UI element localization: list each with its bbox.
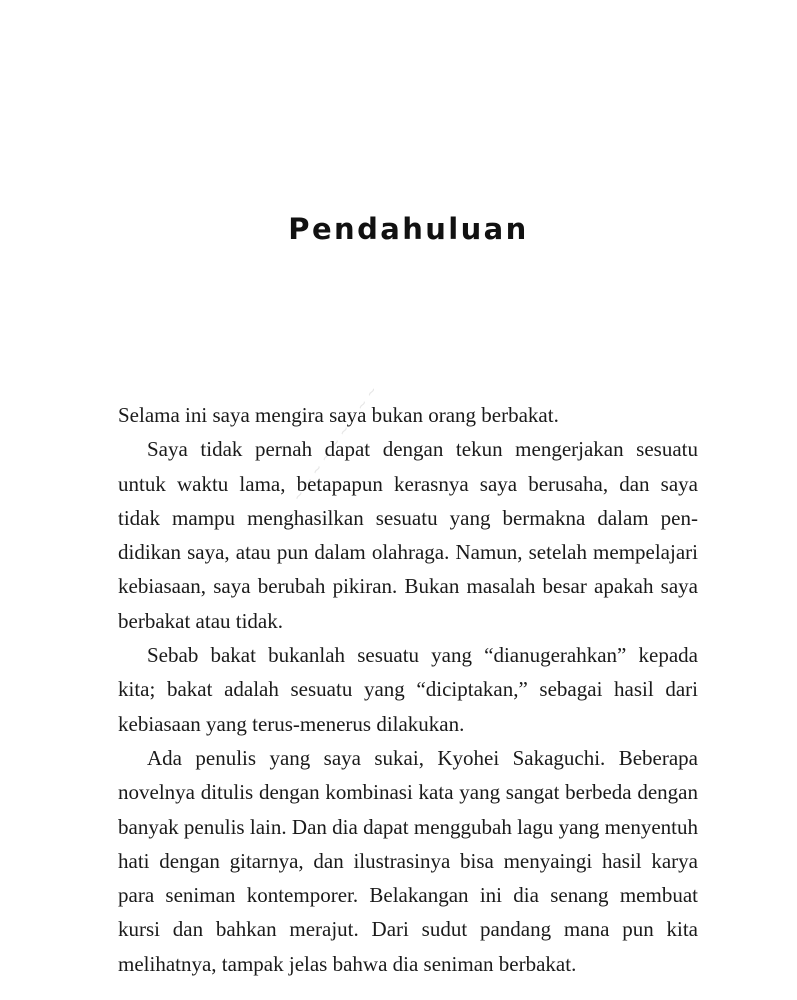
chapter-body: [118, 398, 698, 981]
chapter-title: Pendahuluan: [288, 212, 529, 246]
paragraph-1: Selama ini saya mengira saya bukan orang berbakat.: [118, 403, 559, 427]
paragraph-2: Saya tidak pernah dapat dengan tekun mengerjakan sesuatu untuk waktu lama, betapapun kerasnya saya berusaha, dan saya tidak mampu menghasilkan sesuatu yang bermakna dalam pendidikan saya, atau pun dalam olahraga. Namun, setelah mempelajari kebiasaan, saya berubah pikiran. Bukan masalah besar apakah saya berbakat atau tidak.: [118, 437, 698, 633]
paragraph-4: Ada penulis yang saya sukai, Kyohei Sakaguchi. Beberapa novelnya ditulis dengan kombinasi kata yang sangat berbeda dengan banyak penulis lain. Dan dia dapat menggubah lagu yang menyentuh hati dengan gitarnya, dan ilustrasinya bisa menyaingi hasil karya para seniman kontemporer. Belakangan ini dia senang membuat kursi dan bahkan merajut. Dari sudut pandang mana pun kita melihatnya, tampak jelas bahwa dia seniman berbakat.: [118, 745, 698, 976]
watermark: ~ ~ ~ ~ ~ ~ ~ ~ ~: [290, 383, 383, 505]
paragraph-3: Sebab bakat bukanlah sesuatu yang “dianugerahkan” kepada kita; bakat adalah sesuatu yang “diciptakan,” sebagai hasil dari kebiasaan yang terus-menerus dilakukan.: [118, 643, 698, 736]
